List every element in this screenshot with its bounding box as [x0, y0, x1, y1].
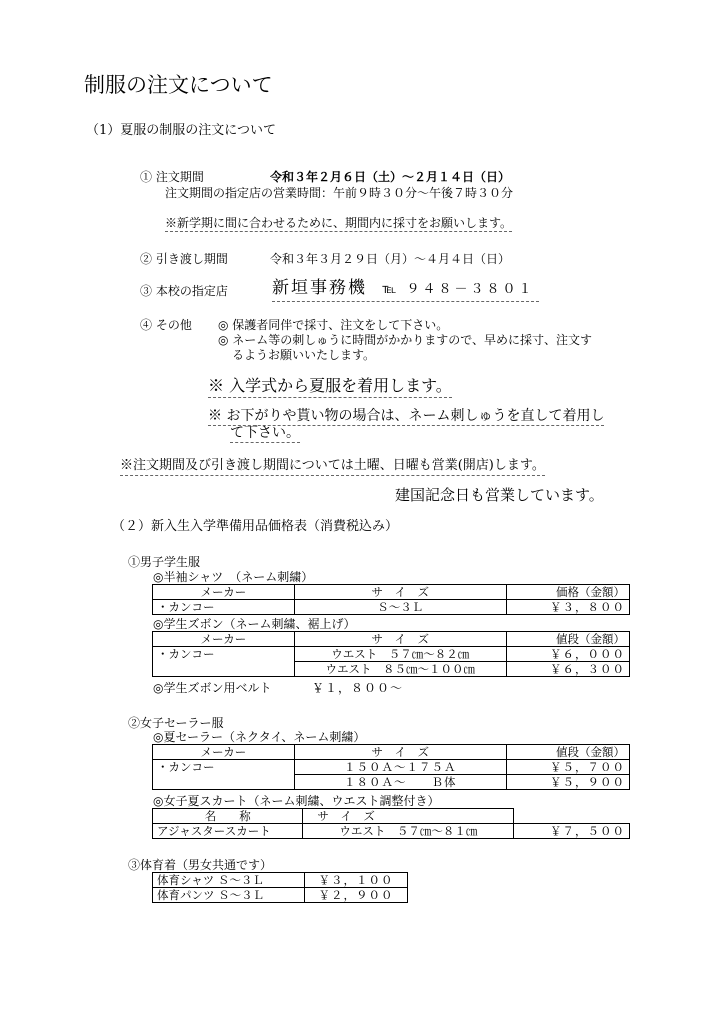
girls-uniform-heading: ②女子セーラー服 — [128, 716, 224, 730]
belt-label: ◎学生ズボン用ベルト — [153, 681, 272, 695]
table-header-row — [153, 585, 630, 600]
other-line-2: ◎ ネーム等の刺しゅうに時間がかかりますので、早めに採寸、注文す — [218, 333, 593, 347]
belt-price: ￥１，８００～ — [312, 681, 404, 695]
col-price: 値段（金額） — [506, 745, 629, 760]
cell-price: ￥５，９００ — [506, 775, 629, 790]
cell-item: 体育パンツ Ｓ～３Ｌ — [153, 888, 305, 903]
cell-price: ￥２，９００ — [304, 888, 407, 903]
shop-hours: 注文期間の指定店の営業時間：午前９時３０分～午後７時３０分 — [165, 186, 514, 200]
col-price: 価格（金額） — [506, 585, 629, 600]
col-size: サ イ ズ — [294, 745, 506, 760]
cell-item: 体育シャツ Ｓ～３Ｌ — [153, 873, 305, 888]
notice-holiday-open: 建国記念日も営業しています。 — [395, 486, 604, 504]
pe-uniform-heading: ③体育着（男女共通です） — [128, 858, 273, 872]
col-maker: メーカー — [153, 745, 295, 760]
notice-hand-me-down-line2: て下さい。 — [230, 425, 300, 441]
col-size: サ イ ズ — [294, 632, 506, 647]
cell-size: １８０Ａ～ Ｂ体 — [294, 775, 506, 790]
section1-heading: （1）夏服の制服の注文について — [86, 123, 277, 138]
table-row — [153, 824, 630, 839]
cell-name: アジャスタースカート — [153, 824, 303, 839]
notice-hand-me-down-line1: ※ お下がりや貰い物の場合は、ネーム刺しゅうを直して着用し — [208, 408, 605, 424]
pe-price-table — [152, 872, 408, 903]
col-price: 値段（金額） — [506, 632, 629, 647]
sailor-price-table — [152, 744, 630, 790]
cell-price: ￥６，３００ — [506, 662, 629, 677]
page-title: 制服の注文について — [84, 73, 273, 97]
shop-tel: ℡ ９４８－３８０１ — [382, 282, 535, 297]
cell-price: ￥３，１００ — [304, 873, 407, 888]
pants-price-table — [152, 631, 630, 677]
table-header-row — [153, 745, 630, 760]
cell-price: ￥７，５００ — [514, 824, 630, 839]
student-pants-heading: ◎学生ズボン（ネーム刺繍、裾上げ） — [153, 617, 356, 631]
designated-shop-label: ③ 本校の指定店 — [140, 284, 228, 298]
cell-maker: ・カンコー — [153, 647, 295, 677]
col-maker: メーカー — [153, 585, 295, 600]
order-period-label: ① 注文期間 — [140, 170, 204, 184]
col-maker: メーカー — [153, 632, 295, 647]
cell-size: ウエスト ５７㎝～８２㎝ — [294, 647, 506, 662]
cell-price: ￥６，０００ — [506, 647, 629, 662]
cell-maker: ・カンコー — [153, 760, 295, 790]
col-size: サ イ ズ — [294, 585, 506, 600]
measure-note: ※新学期に間に合わせるために、期間内に採寸をお願いします。 — [165, 216, 513, 230]
delivery-period-value: 令和３年３月２９日（月）～４月４日（日） — [270, 252, 511, 266]
summer-skirt-heading: ◎女子夏スカート（ネーム刺繍、ウエスト調整付き） — [153, 794, 440, 808]
table-header-row — [153, 809, 630, 824]
table-row — [153, 873, 408, 888]
shop-name: 新垣事務機 — [272, 278, 367, 298]
cell-size: ウエスト ５７㎝～８１㎝ — [303, 824, 514, 839]
shirt-price-table — [152, 584, 630, 615]
cell-price: ￥３，８００ — [506, 600, 629, 615]
col-size: サ イ ズ — [303, 809, 514, 824]
summer-sailor-heading: ◎夏セーラー（ネクタイ、ネーム刺繍） — [153, 730, 366, 744]
cell-price: ￥５，７００ — [506, 760, 629, 775]
boys-uniform-heading: ①男子学生服 — [128, 555, 201, 569]
skirt-price-table — [152, 808, 630, 839]
notice-summary-uniform: ※ 入学式から夏服を着用します。 — [208, 376, 452, 398]
short-sleeve-shirt-heading: ◎半袖シャツ （ネーム刺繍） — [153, 570, 314, 584]
table-row — [153, 888, 408, 903]
table-row — [153, 600, 630, 615]
table-header-row — [153, 632, 630, 647]
col-blank — [514, 809, 630, 824]
cell-maker: ・カンコー — [153, 600, 295, 615]
other-line-1: ◎ 保護者同伴で採寸、注文をして下さい。 — [218, 318, 449, 332]
other-line-3: るようお願いいたします。 — [232, 348, 376, 362]
col-name: 名 称 — [153, 809, 303, 824]
cell-size: Ｓ～３Ｌ — [294, 600, 506, 615]
order-period-value: 令和３年２月６日（土）～２月１４日（日） — [270, 170, 511, 184]
cell-size: ウエスト ８５㎝～１００㎝ — [294, 662, 506, 677]
table-row — [153, 760, 630, 775]
section2-heading: （２）新入生入学準備用品価格表（消費税込み） — [112, 519, 399, 534]
table-row — [153, 647, 630, 662]
notice-weekend-open: ※注文期間及び引き渡し期間については土曜、日曜も営業(開店)します。 — [120, 458, 545, 476]
delivery-period-label: ② 引き渡し期間 — [140, 252, 228, 266]
other-label: ④ その他 — [140, 318, 192, 332]
cell-size: １５０Ａ～１７５Ａ — [294, 760, 506, 775]
designated-shop — [272, 278, 539, 302]
